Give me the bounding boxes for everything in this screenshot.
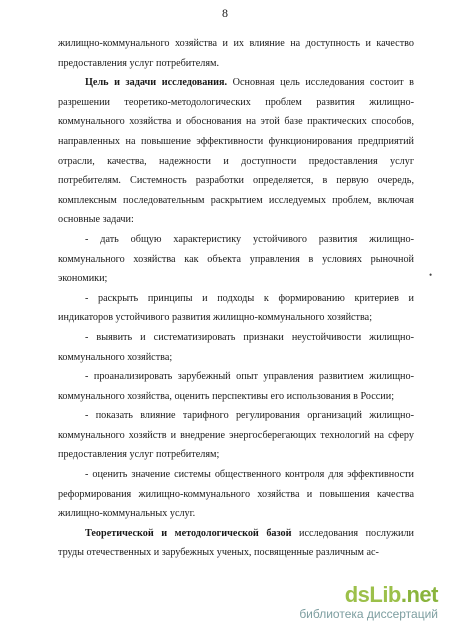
watermark-logo-part2: .net	[400, 582, 438, 607]
task-item: - дать общую характеристику устойчивого развития жилищно-коммунального хозяйства как объекта управления в условиях рыночной экономики;	[58, 233, 414, 285]
heading-base: Теоретической и методологической базой	[85, 527, 292, 539]
task-item: - проанализировать зарубежный опыт управления развитием жилищно-коммунального хозяйства, оценить перспективы его использования в России;	[58, 371, 414, 402]
watermark[interactable]	[288, 583, 438, 621]
document-body	[58, 34, 414, 563]
page-number: 8	[222, 6, 228, 20]
paragraph-goal-text: Основная цель исследования состоит в разрешении теоретико-методологических проблем развития жилищно-коммунального хозяйства и обоснования на этой базе практических способов, направленных на повышение эффективности функционирования предприятий отрасли, качества, надежности и доступности предоставления услуг потребителям. Системность разработки определяется, в первую очередь, комплексным последовательным раскрытием исследуемых проблем, включая основные задачи:	[58, 77, 414, 226]
heading-goal: Цель и задачи исследования.	[85, 77, 228, 89]
task-item: - раскрыть принципы и подходы к формированию критериев и индикаторов устойчивого развития жилищно-коммунального хозяйства;	[58, 292, 414, 324]
task-item: - выявить и систематизировать признаки неустойчивости жилищно-коммунального хозяйства;	[58, 331, 414, 363]
paragraph-intro: жилищно-коммунального хозяйства и их влияние на доступность и качество предоставления услуг потребителям.	[58, 38, 414, 69]
watermark-logo	[288, 583, 438, 607]
task-item: - оценить значение системы общественного контроля для эффективности реформирования жилищно-коммунального хозяйства и повышения качества жилищно-коммунальных услуг.	[58, 469, 414, 520]
paragraph-base	[58, 524, 414, 563]
task-item: - показать влияние тарифного регулирования организаций жилищно-коммунального хозяйств и внедрение энергосберегающих технологий на сферу предоставления услуг потребителям;	[58, 410, 414, 461]
watermark-logo-part1: dsLib	[344, 582, 401, 607]
paragraph-goal	[58, 73, 414, 230]
watermark-subtitle: библиотека диссертаций	[299, 607, 438, 621]
margin-dot: •	[429, 270, 433, 280]
paragraph-base-text: исследования послужили труды отечественных и зарубежных ученых, посвященные различным ас-	[58, 527, 414, 559]
